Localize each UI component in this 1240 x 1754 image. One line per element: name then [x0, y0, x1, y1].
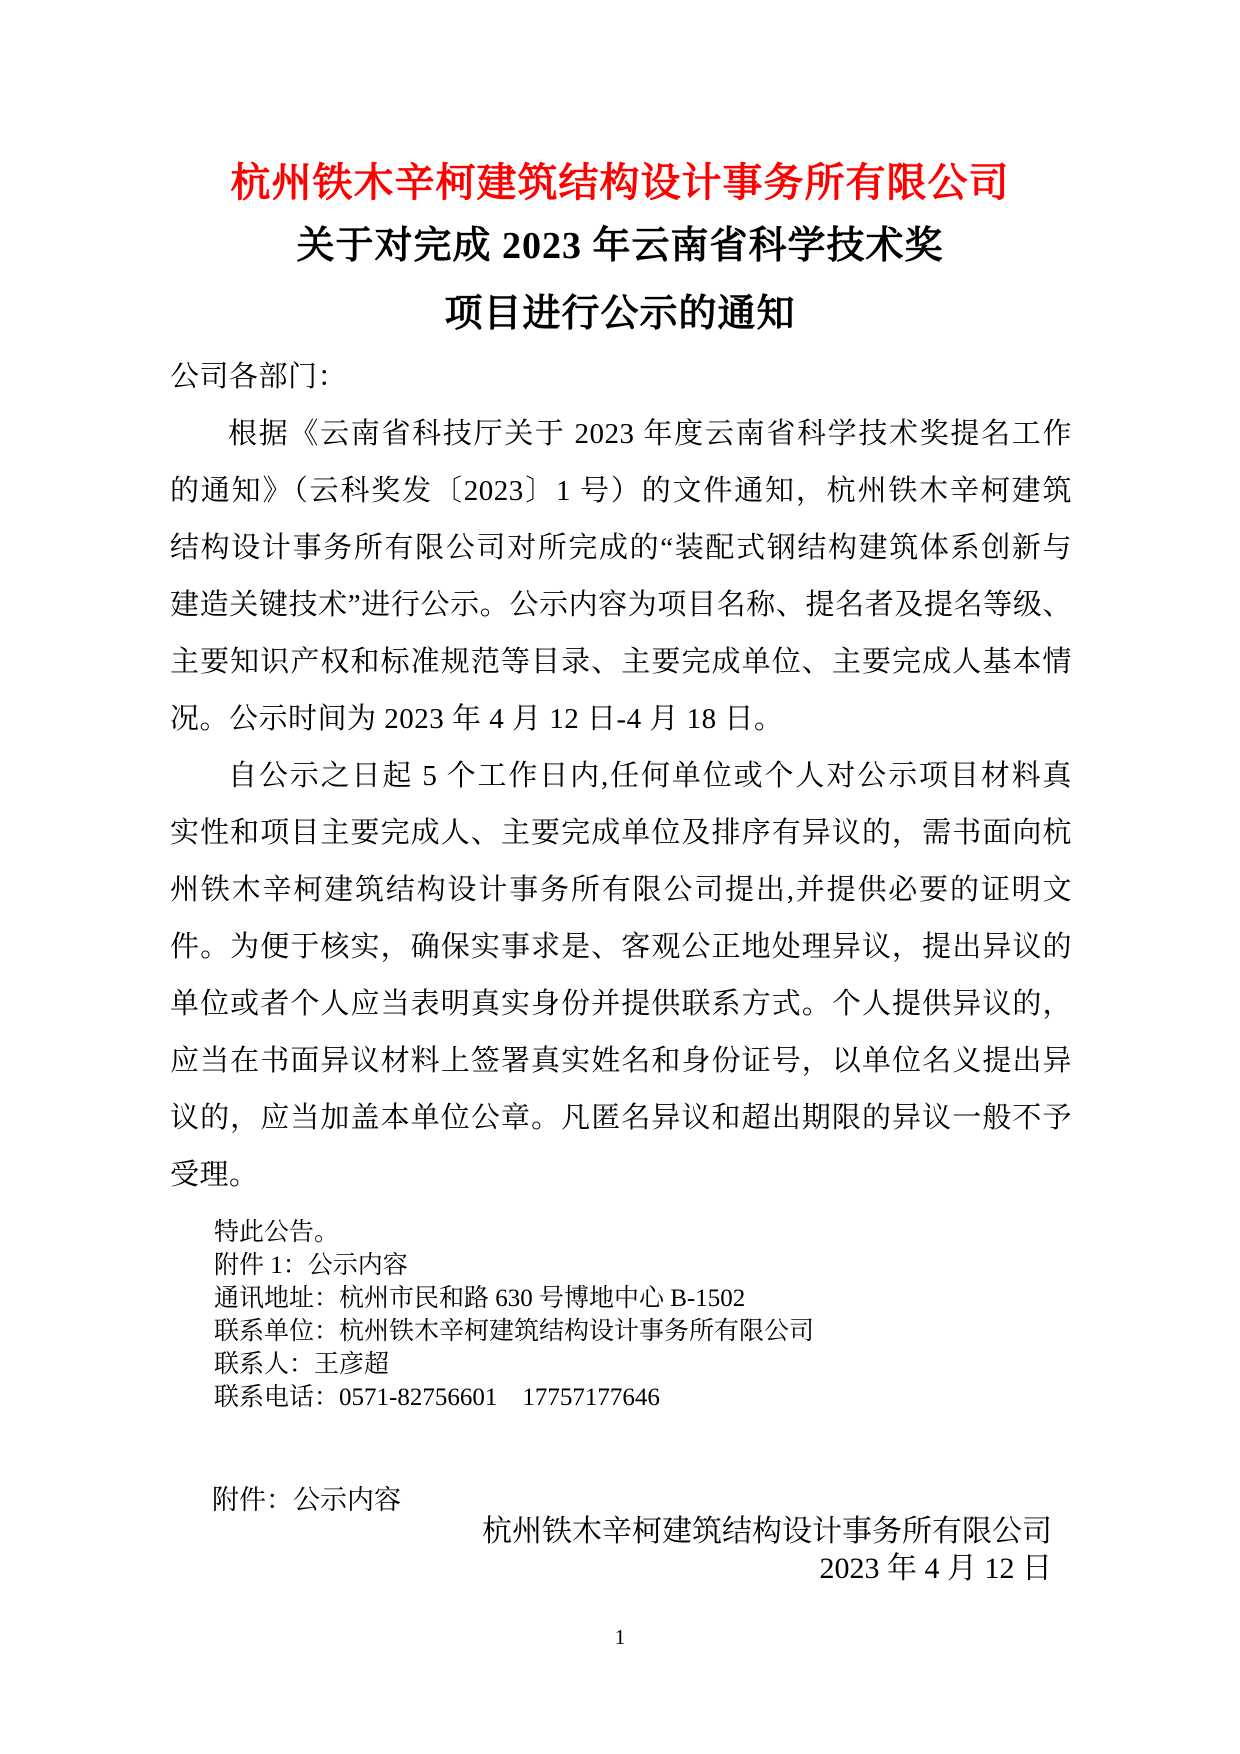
body-line: 根据《云南省科技厅关于 2023 年度云南省科学技术奖提名工作 [228, 418, 1072, 450]
body-line: 结构设计事务所有限公司对所完成的“装配式钢结构建筑体系创新与 [170, 532, 1072, 564]
signature-company: 杭州铁木辛柯建筑结构设计事务所有限公司 [482, 1515, 1052, 1548]
contact-block [170, 1216, 1072, 1414]
company-title: 杭州铁木辛柯建筑结构设计事务所有限公司 [230, 161, 1010, 205]
closing-remark: 特此公告。 [214, 1219, 340, 1246]
contact-phone: 联系电话：0571-82756601 17757177646 [214, 1384, 660, 1411]
attachment-label: 附件：公示内容 [212, 1485, 401, 1515]
contact-unit: 联系单位：杭州铁木辛柯建筑结构设计事务所有限公司 [214, 1318, 815, 1345]
body-line: 件。为便于核实，确保实事求是、客观公正地处理异议，提出异议的 [170, 931, 1072, 963]
notice-title-line1: 关于对完成 2023 年云南省科学技术奖 [296, 225, 944, 267]
body-line: 单位或者个人应当表明真实身份并提供联系方式。个人提供异议的， [170, 988, 1072, 1020]
attachment-1-label: 附件 1：公示内容 [214, 1252, 408, 1279]
body-line: 自公示之日起 5 个工作日内,任何单位或个人对公示项目材料真 [228, 760, 1072, 792]
body-line: 实性和项目主要完成人、主要完成单位及排序有异议的，需书面向杭 [170, 817, 1072, 849]
mailing-address: 通讯地址：杭州市民和路 630 号博地中心 B-1502 [214, 1285, 746, 1312]
body-line: 主要知识产权和标准规范等目录、主要完成单位、主要完成人基本情 [170, 646, 1072, 678]
body-line: 建造关键技术”进行公示。公示内容为项目名称、提名者及提名等级、 [170, 589, 1072, 621]
body-salutation: 公司各部门： [170, 361, 348, 393]
body-line: 议的，应当加盖本单位公章。凡匿名异议和超出期限的异议一般不予 [170, 1102, 1072, 1134]
body-line: 州铁木辛柯建筑结构设计事务所有限公司提出,并提供必要的证明文 [170, 874, 1072, 906]
page-number: 1 [614, 1625, 626, 1649]
notice-body [170, 349, 1072, 1204]
notice-title-line2: 项目进行公示的通知 [444, 293, 796, 335]
body-line: 况。公示时间为 2023 年 4 月 12 日-4 月 18 日。 [170, 703, 784, 735]
body-line: 受理。 [170, 1159, 259, 1191]
body-line: 应当在书面异议材料上签署真实姓名和身份证号，以单位名义提出异 [170, 1045, 1072, 1077]
signature-date: 2023 年 4 月 12 日 [819, 1552, 1052, 1585]
contact-person: 联系人：王彦超 [214, 1351, 390, 1378]
body-line: 的通知》（云科奖发〔2023〕1 号）的文件通知，杭州铁木辛柯建筑 [170, 475, 1072, 507]
